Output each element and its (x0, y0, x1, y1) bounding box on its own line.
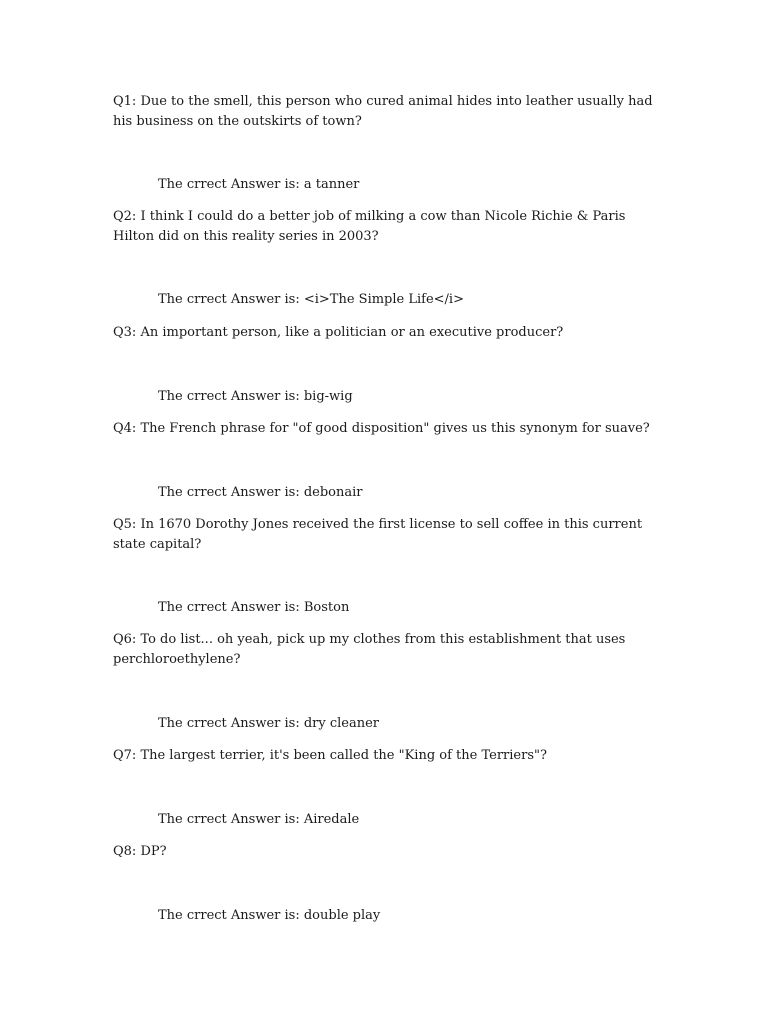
question-3: Q3: An important person, like a politician or an executive producer? (113, 325, 564, 340)
question-1: Q1: Due to the smell, this person who cured animal hides into leather usually had his business on the outskirts of town? (113, 94, 653, 129)
question-6: Q6: To do list... oh yeah, pick up my clothes from this establishment that uses perchloroethylene? (113, 632, 626, 667)
answer-4: The crrect Answer is: debonair (158, 485, 363, 500)
answer-8: The crrect Answer is: double play (158, 908, 381, 923)
answer-7: The crrect Answer is: Airedale (158, 812, 360, 827)
question-5: Q5: In 1670 Dorothy Jones received the first license to sell coffee in this current state capital? (113, 517, 643, 552)
answer-3: The crrect Answer is: big-wig (158, 389, 353, 404)
question-7: Q7: The largest terrier, it's been called the "King of the Terriers"? (113, 748, 547, 763)
question-2: Q2: I think I could do a better job of milking a cow than Nicole Richie & Paris Hilton did on this reality series in 2003? (113, 209, 626, 244)
answer-6: The crrect Answer is: dry cleaner (158, 716, 380, 731)
question-8: Q8: DP? (113, 844, 167, 859)
answer-1: The crrect Answer is: a tanner (158, 177, 360, 192)
answer-5: The crrect Answer is: Boston (158, 600, 350, 615)
question-4: Q4: The French phrase for "of good disposition" gives us this synonym for suave? (113, 421, 650, 436)
answer-2: The crrect Answer is: <i>The Simple Life</i> (158, 292, 464, 307)
